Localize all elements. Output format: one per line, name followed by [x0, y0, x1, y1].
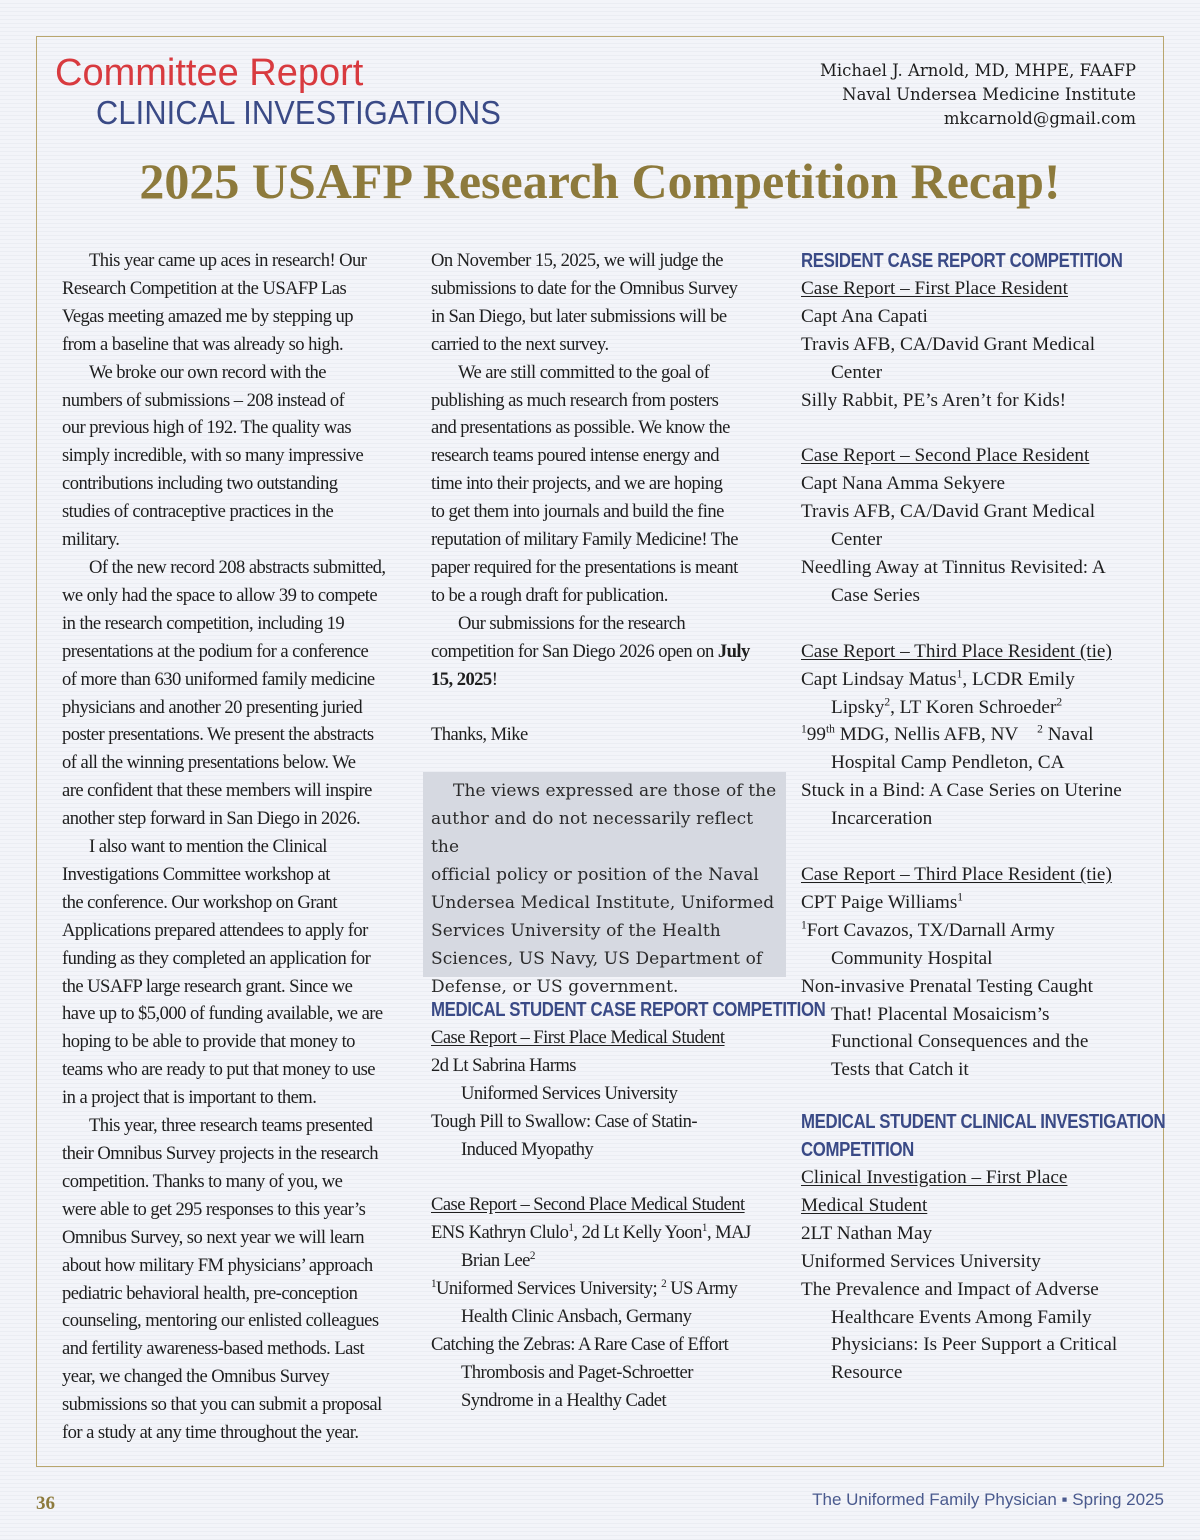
case-title-line: Functional Consequences and the	[831, 1031, 1089, 1053]
publication-name: The Uniformed Family Physician ▪ Spring 2025	[812, 1490, 1164, 1509]
author-affiliation: Naval Undersea Medicine Institute	[842, 85, 1136, 104]
signoff: Thanks, Mike	[431, 724, 528, 746]
case-title-line: Healthcare Events Among Family	[831, 1306, 1092, 1328]
text-line: another step forward in San Diego in 2026.	[62, 808, 361, 830]
text-run: competition for San Diego 2026 open on	[431, 640, 718, 662]
text-line: to get them into journals and build the fine	[431, 501, 724, 523]
text-line: Omnibus Survey, so next year we will learn	[62, 1226, 365, 1248]
ms-clinical-investigation-section	[801, 1108, 1166, 1387]
text-line: funding as they completed an application for	[62, 947, 371, 969]
text-line	[431, 638, 779, 666]
text-line: the conference. Our workshop on Grant	[62, 891, 337, 913]
text-line: to be a rough draft for publication.	[431, 584, 668, 606]
winner-name: Capt Nana Amma Sekyere	[801, 473, 1006, 495]
award-title: Case Report – Third Place Resident (tie)	[801, 863, 1112, 885]
case-title-line: Case Series	[831, 584, 920, 606]
text-line: Investigations Committee workshop at	[62, 863, 330, 885]
award-title: Medical Student	[801, 1194, 928, 1216]
text-line: teams who are ready to put that money to use	[62, 1059, 375, 1081]
text-line: physicians and another 20 presenting juried	[62, 696, 363, 718]
disclaimer-box	[423, 772, 786, 997]
winner-affiliation: Community Hospital	[831, 947, 993, 969]
winner-affiliation: Uniformed Services University	[801, 1250, 1041, 1272]
section-label: Committee Report	[55, 52, 364, 94]
winner-affiliation: Health Clinic Ansbach, Germany	[461, 1306, 692, 1328]
winner-names: Capt Lindsay Matus$^1$, LCDR Emily	[801, 668, 1075, 690]
text-line: hoping to be able to provide that money to	[62, 1031, 355, 1053]
text-line: competition. Thanks to many of you, we	[62, 1170, 343, 1192]
winner-names: Lipsky$^2$, LT Koren Schroeder$^2$	[831, 696, 1063, 718]
winner-names: ENS Kathryn Clulo$^1$, 2d Lt Kelly Yoon$^1$, MAJ	[431, 1222, 751, 1244]
winner-affiliation: $^1$99th MDG, Nellis AFB, NV $^2$ Naval	[801, 724, 1094, 746]
text-line: Applications prepared attendees to apply for	[62, 919, 368, 941]
case-title-line: Silly Rabbit, PE’s Aren’t for Kids!	[801, 389, 1067, 411]
winner-name: 2LT Nathan May	[801, 1222, 933, 1244]
text-line: Services University of the Health	[431, 921, 721, 941]
winner-affiliation: Center	[831, 529, 883, 551]
author-name: Michael J. Arnold, MD, MHPE, FAAFP	[819, 61, 1136, 80]
text-line: year, we changed the Omnibus Survey	[62, 1366, 330, 1388]
award-title: Case Report – First Place Medical Student	[431, 1027, 725, 1048]
text-line: poster presentations. We present the abstracts	[62, 724, 374, 746]
case-title-line: Physicians: Is Peer Support a Critical	[831, 1334, 1118, 1356]
text-line: in a project that is important to them.	[62, 1087, 317, 1109]
case-title-line: Stuck in a Bind: A Case Series on Uterine	[801, 780, 1122, 802]
text-line: in San Diego, but later submissions will be	[431, 305, 727, 327]
text-line: about how military FM physicians’ approach	[62, 1254, 373, 1276]
text-line: simply incredible, with so many impressive	[62, 445, 364, 467]
case-title-line: Needling Away at Tinnitus Revisited: A	[801, 557, 1106, 579]
open-date-day: 15, 2025	[431, 668, 492, 690]
case-title-line: Tests that Catch it	[831, 1059, 969, 1081]
text-line: Sciences, US Navy, US Department of	[431, 949, 763, 969]
text-line: from a baseline that was already so high.	[62, 333, 344, 355]
text-line: author and do not necessarily reflect the	[431, 809, 754, 857]
text-line: On November 15, 2025, we will judge the	[431, 250, 724, 271]
case-title-line: Tough Pill to Swallow: Case of Statin-	[431, 1110, 697, 1132]
text-line: Undersea Medical Institute, Uniformed	[431, 893, 775, 913]
winner-name: Capt Ana Capati	[801, 305, 928, 327]
text-line: contributions including two outstanding	[62, 473, 338, 495]
article-title: 2025 USAFP Research Competition Recap!	[139, 153, 1061, 209]
author-email[interactable]: mkcarnold@gmail.com	[943, 109, 1136, 128]
case-title-line: Incarceration	[831, 808, 933, 830]
page-number: 36	[36, 1493, 55, 1514]
text-line: military.	[62, 529, 120, 551]
winner-name: 2d Lt Sabrina Harms	[431, 1054, 576, 1076]
text-line: I also want to mention the Clinical	[89, 836, 327, 858]
text-line	[431, 666, 779, 694]
winner-affiliation: $^1$Fort Cavazos, TX/Darnall Army	[801, 919, 1055, 941]
text-line: official policy or position of the Naval	[431, 865, 759, 885]
text-line: submissions to date for the Omnibus Survey	[431, 277, 738, 299]
text-line: numbers of submissions – 208 instead of	[62, 389, 345, 411]
section-heading: MEDICAL STUDENT CASE REPORT COMPETITION	[431, 999, 826, 1021]
awards-column	[801, 247, 1151, 1084]
text-line: Our submissions for the research	[458, 612, 686, 634]
text-line: for a study at any time throughout the year.	[62, 1422, 359, 1444]
text-line: submissions so that you can submit a proposal	[62, 1394, 382, 1416]
committee-name: CLINICAL INVESTIGATIONS	[96, 94, 502, 131]
text-line: Of the new record 208 abstracts submitted,	[89, 556, 386, 578]
text-line: and presentations as possible. We know the	[431, 417, 730, 439]
text-line: Defense, or US government.	[431, 977, 679, 997]
case-title-line: Induced Myopathy	[461, 1138, 594, 1160]
text-line: time into their projects, and we are hoping	[431, 473, 723, 495]
text-line: Vegas meeting amazed me by stepping up	[62, 305, 353, 327]
text-line: carried to the next survey.	[431, 333, 609, 355]
text-line: the USAFP large research grant. Since we	[62, 975, 353, 997]
text-line: were able to get 295 responses to this year’s	[62, 1198, 366, 1220]
text-line: presentations at the podium for a conference	[62, 640, 369, 662]
winner-name: CPT Paige Williams$^1$	[801, 891, 964, 913]
award-title: Case Report – Second Place Resident	[801, 445, 1090, 467]
case-title-line: Syndrome in a Healthy Cadet	[461, 1389, 667, 1411]
section-heading: RESIDENT CASE REPORT COMPETITION	[801, 250, 1123, 272]
award-title: Case Report – First Place Resident	[801, 278, 1068, 299]
text-line: and fertility awareness-based methods. Last	[62, 1338, 365, 1360]
winner-affiliation: $^1$Uniformed Services University; $^2$ US Army	[431, 1277, 738, 1300]
text-run: !	[491, 668, 498, 690]
winner-affiliation: Uniformed Services University	[461, 1082, 678, 1104]
text-line: We are still committed to the goal of	[458, 361, 710, 383]
case-title-line: Catching the Zebras: A Rare Case of Effort	[431, 1333, 729, 1355]
award-title: Case Report – Second Place Medical Student	[431, 1194, 745, 1216]
text-line: counseling, mentoring our enlisted colleagues	[62, 1310, 379, 1332]
text-line: of more than 630 uniformed family medicine	[62, 668, 375, 690]
article-column-2	[431, 247, 779, 749]
open-date-month: July	[717, 640, 750, 662]
text-line: in the research competition, including 19	[62, 612, 345, 634]
case-title-line: Thrombosis and Paget-Schroetter	[461, 1361, 693, 1383]
award-title: Case Report – Third Place Resident (tie)	[801, 640, 1112, 662]
case-title-line: Resource	[831, 1362, 903, 1384]
winner-affiliation: Hospital Camp Pendleton, CA	[831, 752, 1065, 774]
case-title-line: Non-invasive Prenatal Testing Caught	[801, 975, 1093, 997]
author-block	[820, 59, 1136, 131]
text-line: our previous high of 192. The quality was	[62, 417, 352, 439]
winner-affiliation: Center	[831, 361, 883, 383]
text-line: their Omnibus Survey projects in the research	[62, 1143, 379, 1164]
section-heading: COMPETITION	[801, 1139, 914, 1161]
text-line: This year came up aces in research! Our	[89, 250, 367, 271]
text-line: paper required for the presentations is meant	[431, 556, 738, 578]
text-line: reputation of military Family Medicine! The	[431, 529, 738, 551]
case-title-line: That! Placental Mosaicism’s	[831, 1003, 1050, 1025]
text-line: studies of contraceptive practices in the	[62, 501, 334, 523]
winner-affiliation: Travis AFB, CA/David Grant Medical	[801, 501, 1096, 523]
text-line: Research Competition at the USAFP Las	[62, 277, 347, 299]
text-line: We broke our own record with the	[89, 361, 327, 383]
text-line: This year, three research teams presented	[89, 1115, 373, 1137]
text-line: The views expressed are those of the	[453, 781, 777, 801]
text-line: we only had the space to allow 39 to compete	[62, 584, 378, 606]
award-title: Clinical Investigation – First Place	[801, 1167, 1068, 1188]
text-line: pediatric behavioral health, pre-conception	[62, 1282, 358, 1304]
text-line: of all the winning presentations below. We	[62, 752, 356, 774]
winner-affiliation: Travis AFB, CA/David Grant Medical	[801, 333, 1096, 355]
winner-names: Brian Lee$^2$	[461, 1250, 535, 1272]
article-column-1	[62, 247, 414, 1447]
text-line: research teams poured intense energy and	[431, 445, 719, 467]
text-line: are confident that these members will inspire	[62, 780, 372, 802]
ms-case-report-section	[431, 996, 826, 1415]
text-line: have up to $5,000 of funding available, we are	[62, 1003, 383, 1025]
section-heading: MEDICAL STUDENT CLINICAL INVESTIGATION	[801, 1111, 1166, 1133]
text-line: publishing as much research from posters	[431, 389, 719, 411]
case-title-line: The Prevalence and Impact of Adverse	[801, 1278, 1099, 1300]
